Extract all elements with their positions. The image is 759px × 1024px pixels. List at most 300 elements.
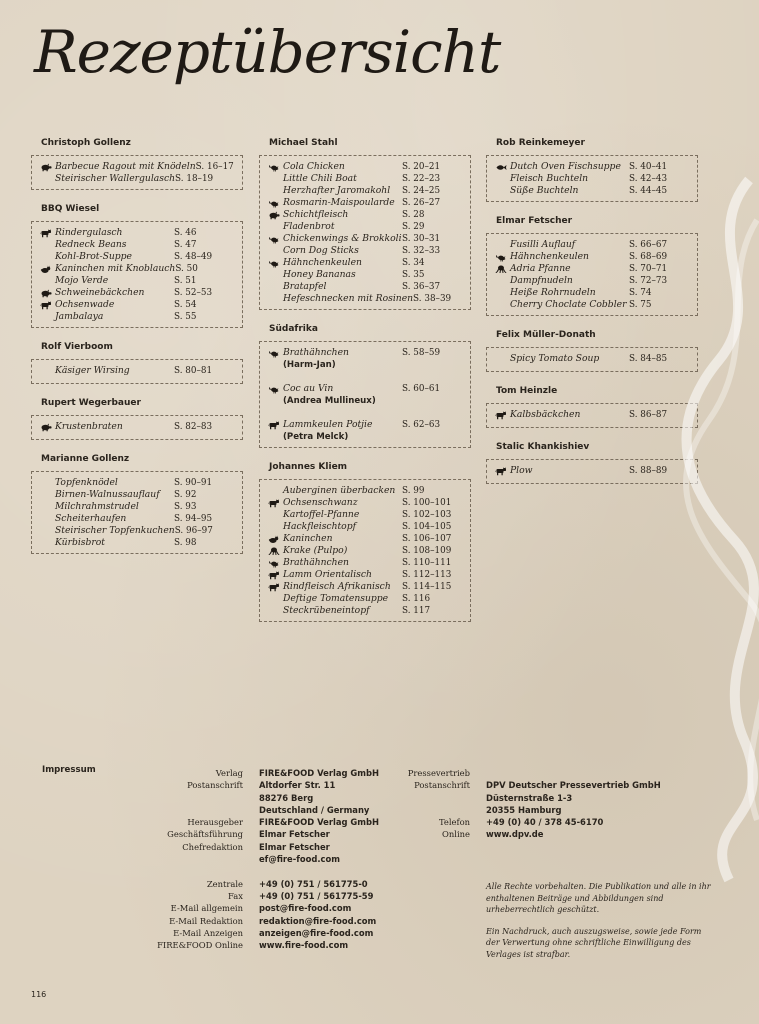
recipe-name — [55, 421, 174, 433]
chicken-icon — [268, 557, 283, 569]
recipe-page: S. 116 — [402, 594, 431, 604]
recipe-name — [283, 197, 402, 209]
recipe-name — [283, 593, 402, 605]
chef-name: Michael Stahl — [269, 138, 338, 148]
recipe-entry — [40, 537, 234, 549]
recipe-name — [55, 311, 174, 323]
recipe-page: S. 102–103 — [402, 510, 452, 520]
impressum-label — [43, 793, 243, 805]
recipe-box — [486, 233, 698, 316]
recipe-entry — [268, 581, 462, 593]
recipe-column-3 — [486, 138, 698, 498]
recipe-name — [510, 299, 629, 311]
impressum-label: Pressevertrieb — [407, 768, 470, 778]
recipe-name — [283, 419, 402, 443]
blank-icon — [268, 245, 283, 257]
recipe-entry — [268, 269, 462, 281]
impressum-value: Altdorfer Str. 11 — [259, 780, 336, 791]
recipe-page: S. 40–41 — [629, 162, 668, 172]
recipe-entry — [495, 275, 689, 287]
impressum-value: DPV Deutscher Pressevertrieb GmbH — [486, 780, 661, 791]
fish-icon — [495, 161, 510, 173]
blank-icon — [40, 365, 55, 377]
recipe-entry — [40, 227, 234, 239]
impressum-value: www.fire-food.com — [259, 940, 349, 951]
cow-icon — [268, 497, 283, 509]
recipe-page: S. 62–63 — [402, 420, 441, 430]
recipe-page: S. 80–81 — [174, 366, 213, 376]
recipe-entry — [268, 293, 462, 305]
recipe-title: Kalbsbäckchen — [510, 409, 581, 420]
recipe-title: Dampfnudeln — [510, 275, 573, 286]
recipe-page: S. 90–91 — [174, 478, 213, 488]
recipe-author: (Andrea Mullineux) — [283, 396, 376, 406]
recipe-name — [55, 227, 174, 239]
recipe-name — [55, 525, 175, 537]
recipe-box — [259, 341, 471, 448]
recipe-page: S. 36–37 — [402, 282, 441, 292]
recipe-name — [283, 521, 402, 533]
impressum-label: Fax — [228, 890, 243, 901]
chef-name: Rolf Vierboom — [41, 342, 113, 352]
chef-name: BBQ Wiesel — [41, 204, 100, 214]
impressum-value: redaktion@fire-food.com — [259, 915, 377, 926]
recipe-title: Fusilli Auflauf — [510, 239, 576, 250]
page-title: Rezeptübersicht — [34, 18, 501, 86]
impressum-right-values — [486, 768, 661, 842]
recipe-page: S. 74 — [629, 288, 652, 298]
recipe-page: S. 55 — [174, 312, 197, 322]
chef-section — [31, 398, 243, 440]
recipe-page: S. 110–111 — [402, 558, 452, 568]
recipe-name — [283, 245, 402, 257]
recipe-entry — [40, 525, 234, 537]
blank-icon — [40, 489, 55, 501]
recipe-entry — [40, 489, 234, 501]
recipe-entry — [268, 485, 462, 497]
impressum-label — [43, 805, 243, 817]
blank-icon — [268, 221, 283, 233]
recipe-column-2 — [259, 138, 471, 636]
recipe-entry — [268, 509, 462, 521]
cow-icon — [40, 227, 55, 239]
recipe-page: S. 68–69 — [629, 252, 668, 262]
recipe-name — [283, 185, 402, 197]
recipe-entry — [268, 497, 462, 509]
recipe-column-1 — [31, 138, 243, 568]
chef-section — [486, 386, 698, 428]
recipe-page: S. 75 — [629, 300, 652, 310]
blank-icon — [495, 173, 510, 185]
recipe-entry — [268, 221, 462, 233]
recipe-page: S. 22–23 — [402, 174, 441, 184]
impressum-value — [259, 866, 379, 878]
recipe-box — [31, 359, 243, 384]
recipe-author: (Harm-Jan) — [283, 360, 336, 370]
recipe-name — [283, 209, 402, 221]
recipe-page: S. 54 — [174, 300, 197, 310]
chef-section — [31, 454, 243, 554]
recipe-entry — [495, 465, 689, 477]
blank-icon — [268, 605, 283, 617]
recipe-name — [283, 293, 413, 305]
impressum-value: FIRE&FOOD Verlag GmbH — [259, 768, 380, 778]
recipe-title: Ochsenschwanz — [283, 497, 358, 508]
recipe-entry — [268, 593, 462, 605]
recipe-title: Jambalaya — [55, 311, 104, 322]
recipe-name — [510, 409, 629, 421]
recipe-name — [55, 501, 174, 513]
impressum-label: Zentrale — [206, 878, 243, 889]
chicken-icon — [268, 197, 283, 209]
recipe-title: Honey Bananas — [283, 269, 356, 280]
recipe-title: Birnen-Walnussauflauf — [55, 489, 160, 500]
pig-icon — [40, 287, 55, 299]
recipe-name — [55, 477, 174, 489]
recipe-page: S. 70–71 — [629, 264, 668, 274]
chef-name: Johannes Kliem — [269, 462, 348, 472]
recipe-name — [283, 173, 402, 185]
recipe-title: Hackfleischtopf — [283, 521, 356, 532]
cow-icon — [495, 409, 510, 421]
recipe-box — [31, 471, 243, 554]
cow-icon — [268, 419, 283, 431]
recipe-title: Fleisch Buchteln — [510, 173, 589, 184]
recipe-name — [283, 233, 402, 245]
chicken-icon — [268, 233, 283, 245]
pig-icon — [40, 161, 55, 173]
recipe-page: S. 47 — [174, 240, 197, 250]
page-number: 116 — [31, 990, 47, 999]
blank-icon — [40, 311, 55, 323]
cow-icon — [495, 465, 510, 477]
blank-icon — [268, 281, 283, 293]
recipe-title: Milchrahmstrudel — [55, 501, 139, 512]
blank-icon — [268, 269, 283, 281]
recipe-page: S. 58–59 — [402, 348, 441, 358]
recipe-entry — [495, 161, 689, 173]
chicken-icon — [268, 257, 283, 269]
recipe-name — [283, 383, 402, 407]
blank-icon — [268, 173, 283, 185]
recipe-entry — [40, 239, 234, 251]
recipe-page: S. 98 — [174, 538, 197, 548]
blank-icon — [495, 275, 510, 287]
recipe-entry — [40, 161, 234, 173]
recipe-title: Hähnchenkeulen — [510, 251, 589, 262]
recipe-entry — [268, 257, 462, 269]
recipe-name — [283, 257, 402, 269]
octopus-icon — [495, 263, 510, 275]
blank-icon — [40, 251, 55, 263]
blank-icon — [268, 509, 283, 521]
recipe-name — [283, 509, 402, 521]
impressum-value: Düsternstraße 1-3 — [486, 792, 573, 803]
recipe-author: (Petra Melck) — [283, 432, 349, 442]
recipe-title: Dutch Oven Fischsuppe — [510, 161, 621, 172]
chef-name: Rob Reinkemeyer — [496, 138, 585, 148]
recipe-title: Cherry Choclate Cobbler — [510, 299, 627, 310]
recipe-title: Brathähnchen — [283, 347, 349, 358]
chicken-icon — [268, 161, 283, 173]
recipe-entry — [495, 409, 689, 421]
recipe-entry — [40, 173, 234, 185]
recipe-entry — [40, 513, 234, 525]
recipe-page: S. 44–45 — [629, 186, 668, 196]
blank-icon — [40, 275, 55, 287]
chicken-icon — [495, 251, 510, 263]
impressum-right-labels — [300, 768, 470, 842]
recipe-page: S. 94–95 — [174, 514, 213, 524]
impressum-value: Elmar Fetscher — [259, 841, 330, 852]
recipe-entry — [268, 383, 462, 407]
recipe-title: Kürbisbrot — [55, 537, 106, 548]
recipe-box — [31, 415, 243, 440]
impressum-label: FIRE&FOOD Online — [157, 940, 243, 951]
octopus-icon — [268, 545, 283, 557]
blank-icon — [40, 525, 55, 537]
recipe-title: Steirischer Topfenkuchen — [55, 525, 175, 536]
recipe-page: S. 18–19 — [175, 174, 214, 184]
recipe-page: S. 30–31 — [402, 234, 441, 244]
blank-icon — [268, 593, 283, 605]
recipe-page: S. 93 — [174, 502, 197, 512]
impressum-label: Herausgeber — [187, 817, 243, 828]
recipe-entry — [495, 239, 689, 251]
recipe-entry — [40, 365, 234, 377]
recipe-page: S. 16–17 — [195, 162, 234, 172]
blank-icon — [495, 299, 510, 311]
impressum-value: post@fire-food.com — [259, 903, 352, 914]
recipe-title: Kaninchen mit Knoblauch — [55, 263, 176, 274]
recipe-title: Krustenbraten — [55, 421, 123, 432]
impressum-label: Verlag — [215, 768, 243, 778]
impressum-label: Chefredaktion — [182, 841, 243, 852]
recipe-entry — [268, 245, 462, 257]
recipe-entry — [495, 173, 689, 185]
recipe-title: Mojo Verde — [55, 275, 109, 286]
recipe-title: Topfenknödel — [55, 477, 118, 488]
rabbit-icon — [40, 263, 55, 275]
recipe-entry — [268, 533, 462, 545]
recipe-title: Hefeschnecken mit Rosinen — [283, 293, 414, 304]
recipe-title: Steckrübeneintopf — [283, 605, 370, 616]
recipe-entry — [495, 263, 689, 275]
impressum-value — [486, 768, 661, 780]
impressum-value: +49 (0) 40 / 378 45-6170 — [486, 817, 604, 828]
recipe-name — [283, 497, 402, 509]
chef-name: Elmar Fetscher — [496, 216, 573, 226]
recipe-entry — [268, 605, 462, 617]
recipe-title: Cola Chicken — [283, 161, 345, 172]
recipe-title: Hähnchenkeulen — [283, 257, 362, 268]
impressum-label: E-Mail Anzeigen — [173, 927, 243, 938]
impressum-value: +49 (0) 751 / 561775-0 — [259, 878, 368, 889]
recipe-name — [55, 161, 196, 173]
blank-icon — [40, 173, 55, 185]
recipe-entry — [268, 233, 462, 245]
recipe-entry — [495, 287, 689, 299]
recipe-name — [283, 269, 402, 281]
recipe-title: Deftige Tomatensuppe — [283, 593, 389, 604]
recipe-title: Spicy Tomato Soup — [510, 353, 600, 364]
recipe-title: Steirischer Wallergulasch — [55, 173, 176, 184]
recipe-title: Barbecue Ragout mit Knödeln — [55, 161, 196, 172]
blank-icon — [495, 353, 510, 365]
recipe-name — [510, 263, 629, 275]
blank-icon — [495, 185, 510, 197]
chef-section — [259, 138, 471, 310]
impressum-label — [43, 854, 243, 866]
recipe-title: Krake (Pulpo) — [283, 545, 348, 556]
recipe-name — [283, 545, 402, 557]
impressum-label — [300, 805, 470, 817]
recipe-entry — [268, 569, 462, 581]
recipe-entry — [40, 477, 234, 489]
recipe-name — [283, 533, 402, 545]
chef-section — [31, 138, 243, 190]
blank-icon — [40, 239, 55, 251]
recipe-title: Kaninchen — [283, 533, 333, 544]
impressum-value: +49 (0) 751 / 561775-59 — [259, 890, 374, 901]
chef-section — [486, 330, 698, 372]
recipe-page: S. 28 — [402, 210, 425, 220]
recipe-page: S. 114–115 — [402, 582, 452, 592]
blank-icon — [40, 537, 55, 549]
blank-icon — [268, 293, 283, 305]
impressum-value: 88276 Berg — [259, 792, 314, 803]
recipe-entry — [268, 521, 462, 533]
recipe-page: S. 104–105 — [402, 522, 452, 532]
chef-section — [31, 342, 243, 384]
recipe-name — [283, 221, 402, 233]
recipe-title: Chickenwings & Brokkoli — [283, 233, 402, 244]
recipe-name — [283, 281, 402, 293]
recipe-entry — [268, 419, 462, 443]
cow-icon — [268, 569, 283, 581]
recipe-page: S. 96–97 — [174, 526, 213, 536]
recipe-entry — [40, 275, 234, 287]
recipe-name — [510, 161, 629, 173]
recipe-entry — [495, 299, 689, 311]
impressum-value: Elmar Fetscher — [259, 829, 330, 840]
impressum-value: anzeigen@fire-food.com — [259, 927, 374, 938]
recipe-entry — [40, 311, 234, 323]
recipe-page: S. 108–109 — [402, 546, 452, 556]
impressum-label: Postanschrift — [187, 780, 243, 791]
recipe-page: S. 48–49 — [174, 252, 213, 262]
recipe-page: S. 82–83 — [174, 422, 213, 432]
impressum-label: E-Mail Redaktion — [169, 915, 243, 926]
recipe-name — [55, 537, 174, 549]
recipe-title: Auberginen überbacken — [283, 485, 396, 496]
recipe-page: S. 106–107 — [402, 534, 452, 544]
chef-name: Stalic Khankishiev — [496, 442, 590, 452]
chef-name: Rupert Wegerbauer — [41, 398, 141, 408]
recipe-page: S. 32–33 — [402, 246, 441, 256]
recipe-entry — [268, 545, 462, 557]
impressum-value: ef@fire-food.com — [259, 854, 340, 865]
recipe-title: Rosmarin-Maispoularde — [283, 197, 395, 208]
chef-section — [31, 204, 243, 328]
impressum-legal — [486, 881, 716, 970]
recipe-title: Lammkeulen Potjie — [283, 419, 373, 430]
blank-icon — [40, 477, 55, 489]
recipe-title: Kohl-Brot-Suppe — [55, 251, 132, 262]
recipe-page: S. 84–85 — [629, 354, 668, 364]
recipe-box — [486, 155, 698, 202]
chef-name: Christoph Gollenz — [41, 138, 131, 148]
recipe-page: S. 42–43 — [629, 174, 668, 184]
blank-icon — [268, 485, 283, 497]
recipe-name — [283, 581, 402, 593]
recipe-title: Lamm Orientalisch — [283, 569, 372, 580]
chef-section — [259, 462, 471, 622]
recipe-page: S. 24–25 — [402, 186, 441, 196]
recipe-page: S. 29 — [402, 222, 425, 232]
impressum-value: 20355 Hamburg — [486, 804, 562, 815]
recipe-name — [510, 173, 629, 185]
recipe-page: S. 34 — [402, 258, 425, 268]
impressum-value: Deutschland / Germany — [259, 804, 370, 815]
chef-name: Tom Heinzle — [496, 386, 558, 396]
recipe-title: Little Chili Boat — [283, 173, 357, 184]
recipe-name — [510, 185, 629, 197]
impressum-label: Postanschrift — [414, 780, 470, 791]
recipe-page: S. 66–67 — [629, 240, 668, 250]
recipe-entry — [268, 197, 462, 209]
impressum-label: Telefon — [438, 817, 470, 828]
recipe-name — [55, 513, 174, 525]
blank-icon — [495, 239, 510, 251]
recipe-name — [55, 489, 174, 501]
recipe-name — [510, 251, 629, 263]
recipe-page: S. 60–61 — [402, 384, 441, 394]
recipe-title: Redneck Beans — [55, 239, 127, 250]
chef-section — [486, 216, 698, 316]
recipe-title: Rindfleisch Afrikanisch — [283, 581, 391, 592]
recipe-entry — [268, 557, 462, 569]
recipe-box — [259, 155, 471, 310]
recipe-name — [55, 173, 175, 185]
recipe-entry — [268, 173, 462, 185]
recipe-entry — [40, 263, 234, 275]
chicken-icon — [268, 383, 283, 395]
recipe-title: Bratapfel — [283, 281, 327, 292]
recipe-page: S. 20–21 — [402, 162, 441, 172]
recipe-page: S. 72–73 — [629, 276, 668, 286]
recipe-title: Herzhafter Jaromakohl — [283, 185, 391, 196]
cow-icon — [268, 581, 283, 593]
recipe-entry — [268, 281, 462, 293]
recipe-title: Plow — [510, 465, 533, 476]
recipe-name — [283, 161, 402, 173]
recipe-name — [283, 347, 402, 371]
chef-section — [486, 442, 698, 484]
recipe-entry — [268, 209, 462, 221]
recipe-name — [510, 465, 629, 477]
recipe-name — [283, 569, 402, 581]
impressum-label — [300, 793, 470, 805]
recipe-title: Käsiger Wirsing — [55, 365, 130, 376]
rabbit-icon — [268, 533, 283, 545]
recipe-page: S. 86–87 — [629, 410, 668, 420]
chef-name: Felix Müller-Donath — [496, 330, 596, 340]
recipe-title: Ochsenwade — [55, 299, 115, 310]
recipe-page: S. 99 — [402, 486, 425, 496]
recipe-title: Rindergulasch — [55, 227, 123, 238]
recipe-entry — [40, 299, 234, 311]
